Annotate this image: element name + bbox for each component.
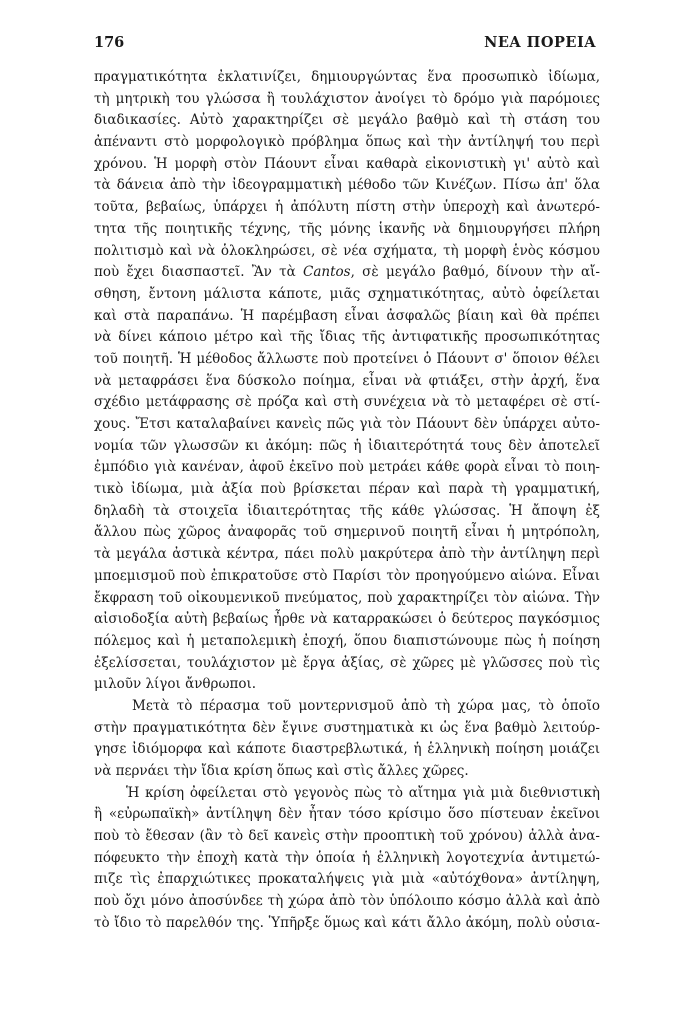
text-line: δηλαδὴ τὰ στοιχεῖα ἰδιαιτερότητας τῆς κάθε γλώσσας. Ἡ ἄποψη ἐξ	[94, 502, 600, 519]
text-line: τικὸ ἰδίωμα, μιὰ ἀξία ποὺ βρίσκεται πέραν καὶ παρὰ τὴ γραμματική,	[94, 481, 600, 498]
text-line: σθηση, ἔντονη μάλιστα κάποτε, μιᾶς σχηματικότητας, αὐτὸ ὀφείλεται	[94, 285, 600, 302]
text-line: νὰ μεταφράσει ἕνα δύσκολο ποίημα, εἶναι νὰ φτιάξει, στὴν ἀρχή, ἕνα	[94, 372, 600, 389]
text-line: αἰσιοδοξία αὐτὴ βεβαίως ἦρθε νὰ καταρρακώσει ὁ δεύτερος παγκόσμιος	[94, 611, 600, 628]
text-line: Μετὰ τὸ πέρασμα τοῦ μοντερνισμοῦ ἀπὸ τὴ χώρα μας, τὸ ὁποῖο	[132, 697, 600, 714]
text-line: ἐμπόδιο γιὰ κανέναν, ἀφοῦ ἐκεῖνο ποὺ μετράει κάθε φορὰ εἶναι τὸ ποιη-	[94, 459, 600, 476]
text-line: τὰ μεγάλα ἀστικὰ κέντρα, πάει πολὺ μακρύτερα ἀπὸ τὴν ἀντίληψη περὶ	[94, 546, 600, 563]
text-line: ἐξελίσσεται, τουλάχιστον μὲ ἔργα ἀξίας, σὲ χῶρες μὲ γλῶσσες ποὺ τὶς	[94, 654, 600, 671]
text-line: τοῦ ποιητῆ. Ἡ μέθοδος ἄλλωστε ποὺ προτείνει ὁ Πάουντ σ' ὅποιον θέλει	[94, 350, 600, 367]
text-line: στὴν πραγματικότητα δὲν ἔγινε συστηματικὰ κι ὡς ἕνα βαθμὸ λειτούρ-	[94, 719, 600, 736]
text-line: πιζε τὶς ἐπαρχιώτικες προκαταλήψεις γιὰ μιὰ «αὐτόχθονα» ἀντίληψη,	[94, 871, 600, 888]
text-line: ἔκφραση τοῦ οἰκουμενικοῦ πνεύματος, ποὺ χαρακτηρίζει τὸν αἰώνα. Τὴν	[94, 589, 600, 606]
text-line: Ἡ κρίση ὀφείλεται στὸ γεγονὸς πὼς τὸ αἴτημα γιὰ μιὰ διεθνιστικὴ	[126, 784, 600, 801]
text-line: ἀπέναντι στὸ μορφολογικὸ πρόβλημα ὅπως καὶ τὴν ἀντίληψή του περὶ	[94, 134, 600, 151]
text-line: μιλοῦν λίγοι ἄνθρωποι.	[94, 676, 257, 693]
running-title: ΝΕΑ ΠΟΡΕΙΑ	[484, 34, 596, 51]
text-line: ποὺ ἔχει διασπαστεῖ. Ἂν τὰ Cantos, σὲ μεγάλο βαθμό, δίνουν τὴν αἴ-	[94, 264, 600, 281]
text-line: χρόνου. Ἡ μορφὴ στὸν Πάουντ εἶναι καθαρὰ εἰκονιστικὴ γι' αὐτὸ καὶ	[94, 155, 600, 172]
text-line: ἢ «εὐρωπαϊκὴ» ἀντίληψη δὲν ἦταν τόσο κρίσιμο ὅσο πίστευαν ἐκεῖνοι	[94, 806, 600, 823]
text-line: ποὺ τὸ ἔθεσαν (ἂν τὸ δεῖ κανεὶς στὴν προοπτικὴ τοῦ χρόνου) ἀλλὰ ἀνα-	[94, 828, 600, 845]
text-line: ἄλλου πὼς χῶρος ἀναφορᾶς τοῦ σημερινοῦ ποιητῆ εἶναι ἡ μητρόπολη,	[94, 524, 600, 541]
book-title-cantos: Cantos	[303, 264, 351, 281]
text-line: πολιτισμὸ καὶ νὰ ὁλοκληρώσει, σὲ νέα σχήματα, τὴ μορφὴ ἑνὸς κόσμου	[94, 242, 600, 259]
text-line: τοῦτα, βεβαίως, ὑπάρχει ἡ ἀπόλυτη πίστη στὴν ὑπεροχὴ καὶ ἀνωτερό-	[94, 199, 600, 216]
text-line: διαδικασίες. Αὐτὸ χαρακτηρίζει σὲ μεγάλο βαθμὸ καὶ τὴ στάση του	[94, 112, 600, 129]
text-line: νὰ δίνει κάποιο μέτρο καὶ τῆς ἴδιας τῆς ἀντιφατικῆς προσωπικότητας	[94, 329, 600, 346]
text-line: τὰ δάνεια ἀπὸ τὴν ἰδεογραμματικὴ μέθοδο τῶν Κινέζων. Πίσω ἀπ' ὅλα	[94, 177, 600, 194]
text-line: νὰ περνάει τὴν ἴδια κρίση ὅπως καὶ στὶς ἄλλες χῶρες.	[94, 763, 469, 779]
text-line: πόλεμος καὶ ἡ μεταπολεμικὴ ἐποχή, ὅπου διαπιστώνουμε πὼς ἡ ποίηση	[94, 632, 600, 649]
text-line: πόφευκτο τὴν ἐποχὴ κατὰ τὴν ὁποία ἡ ἑλληνικὴ λογοτεχνία ἀντιμετώ-	[94, 849, 600, 866]
text-line: τητα τῆς ποιητικῆς τέχνης, τῆς μόνης ἱκανῆς νὰ δημιουργήσει πλήρη	[94, 220, 600, 237]
text-line: γησε ἰδιόμορφα καὶ κάποτε διαστρεβλωτικά, ἡ ἑλληνικὴ ποίηση μοιάζει	[94, 741, 600, 758]
page-header	[94, 34, 596, 58]
text-line: καὶ στὰ παραπάνω. Ἡ παρέμβαση εἶναι ἀσφαλῶς βίαιη καὶ θὰ πρέπει	[94, 307, 600, 324]
text-line: τὸ ἴδιο τὸ παρελθόν της. Ὑπῆρξε ὅμως καὶ κάτι ἄλλο ἀκόμη, πολὺ οὐσια-	[94, 914, 600, 931]
body-text	[94, 67, 600, 935]
text-line: σχέδιο μετάφρασης σὲ πρόζα καὶ στὴ συνέχεια νὰ τὸ μεταφέρει σὲ στί-	[94, 394, 600, 411]
text-line: τὴ μητρικὴ του γλώσσα ἢ τουλάχιστον ἀνοίγει τὸ δρόμο γιὰ παρόμοιες	[94, 90, 600, 107]
text-line: μποεμισμοῦ ποὺ ἐπικρατοῦσε στὸ Παρίσι τὸν προηγούμενο αἰώνα. Εἶναι	[94, 567, 600, 584]
text-line: χους. Ἔτσι καταλαβαίνει κανεὶς πῶς γιὰ τὸν Πάουντ δὲν ὑπάρχει αὐτο-	[94, 416, 600, 432]
page-number: 176	[94, 34, 125, 51]
text-line: πραγματικότητα ἐκλατινίζει, δημιουργώντας ἕνα προσωπικὸ ἰδίωμα,	[94, 69, 600, 85]
text-line: νομία τῶν γλωσσῶν κι ἀκόμη: πῶς ἡ ἰδιαιτερότητά τους δὲν ἀποτελεῖ	[94, 437, 600, 454]
text-line: ποὺ ὄχι μόνο ἀποσύνδεε τὴ χώρα ἀπὸ τὸν ὑπόλοιπο κόσμο ἀλλὰ καὶ ἀπὸ	[94, 893, 600, 910]
